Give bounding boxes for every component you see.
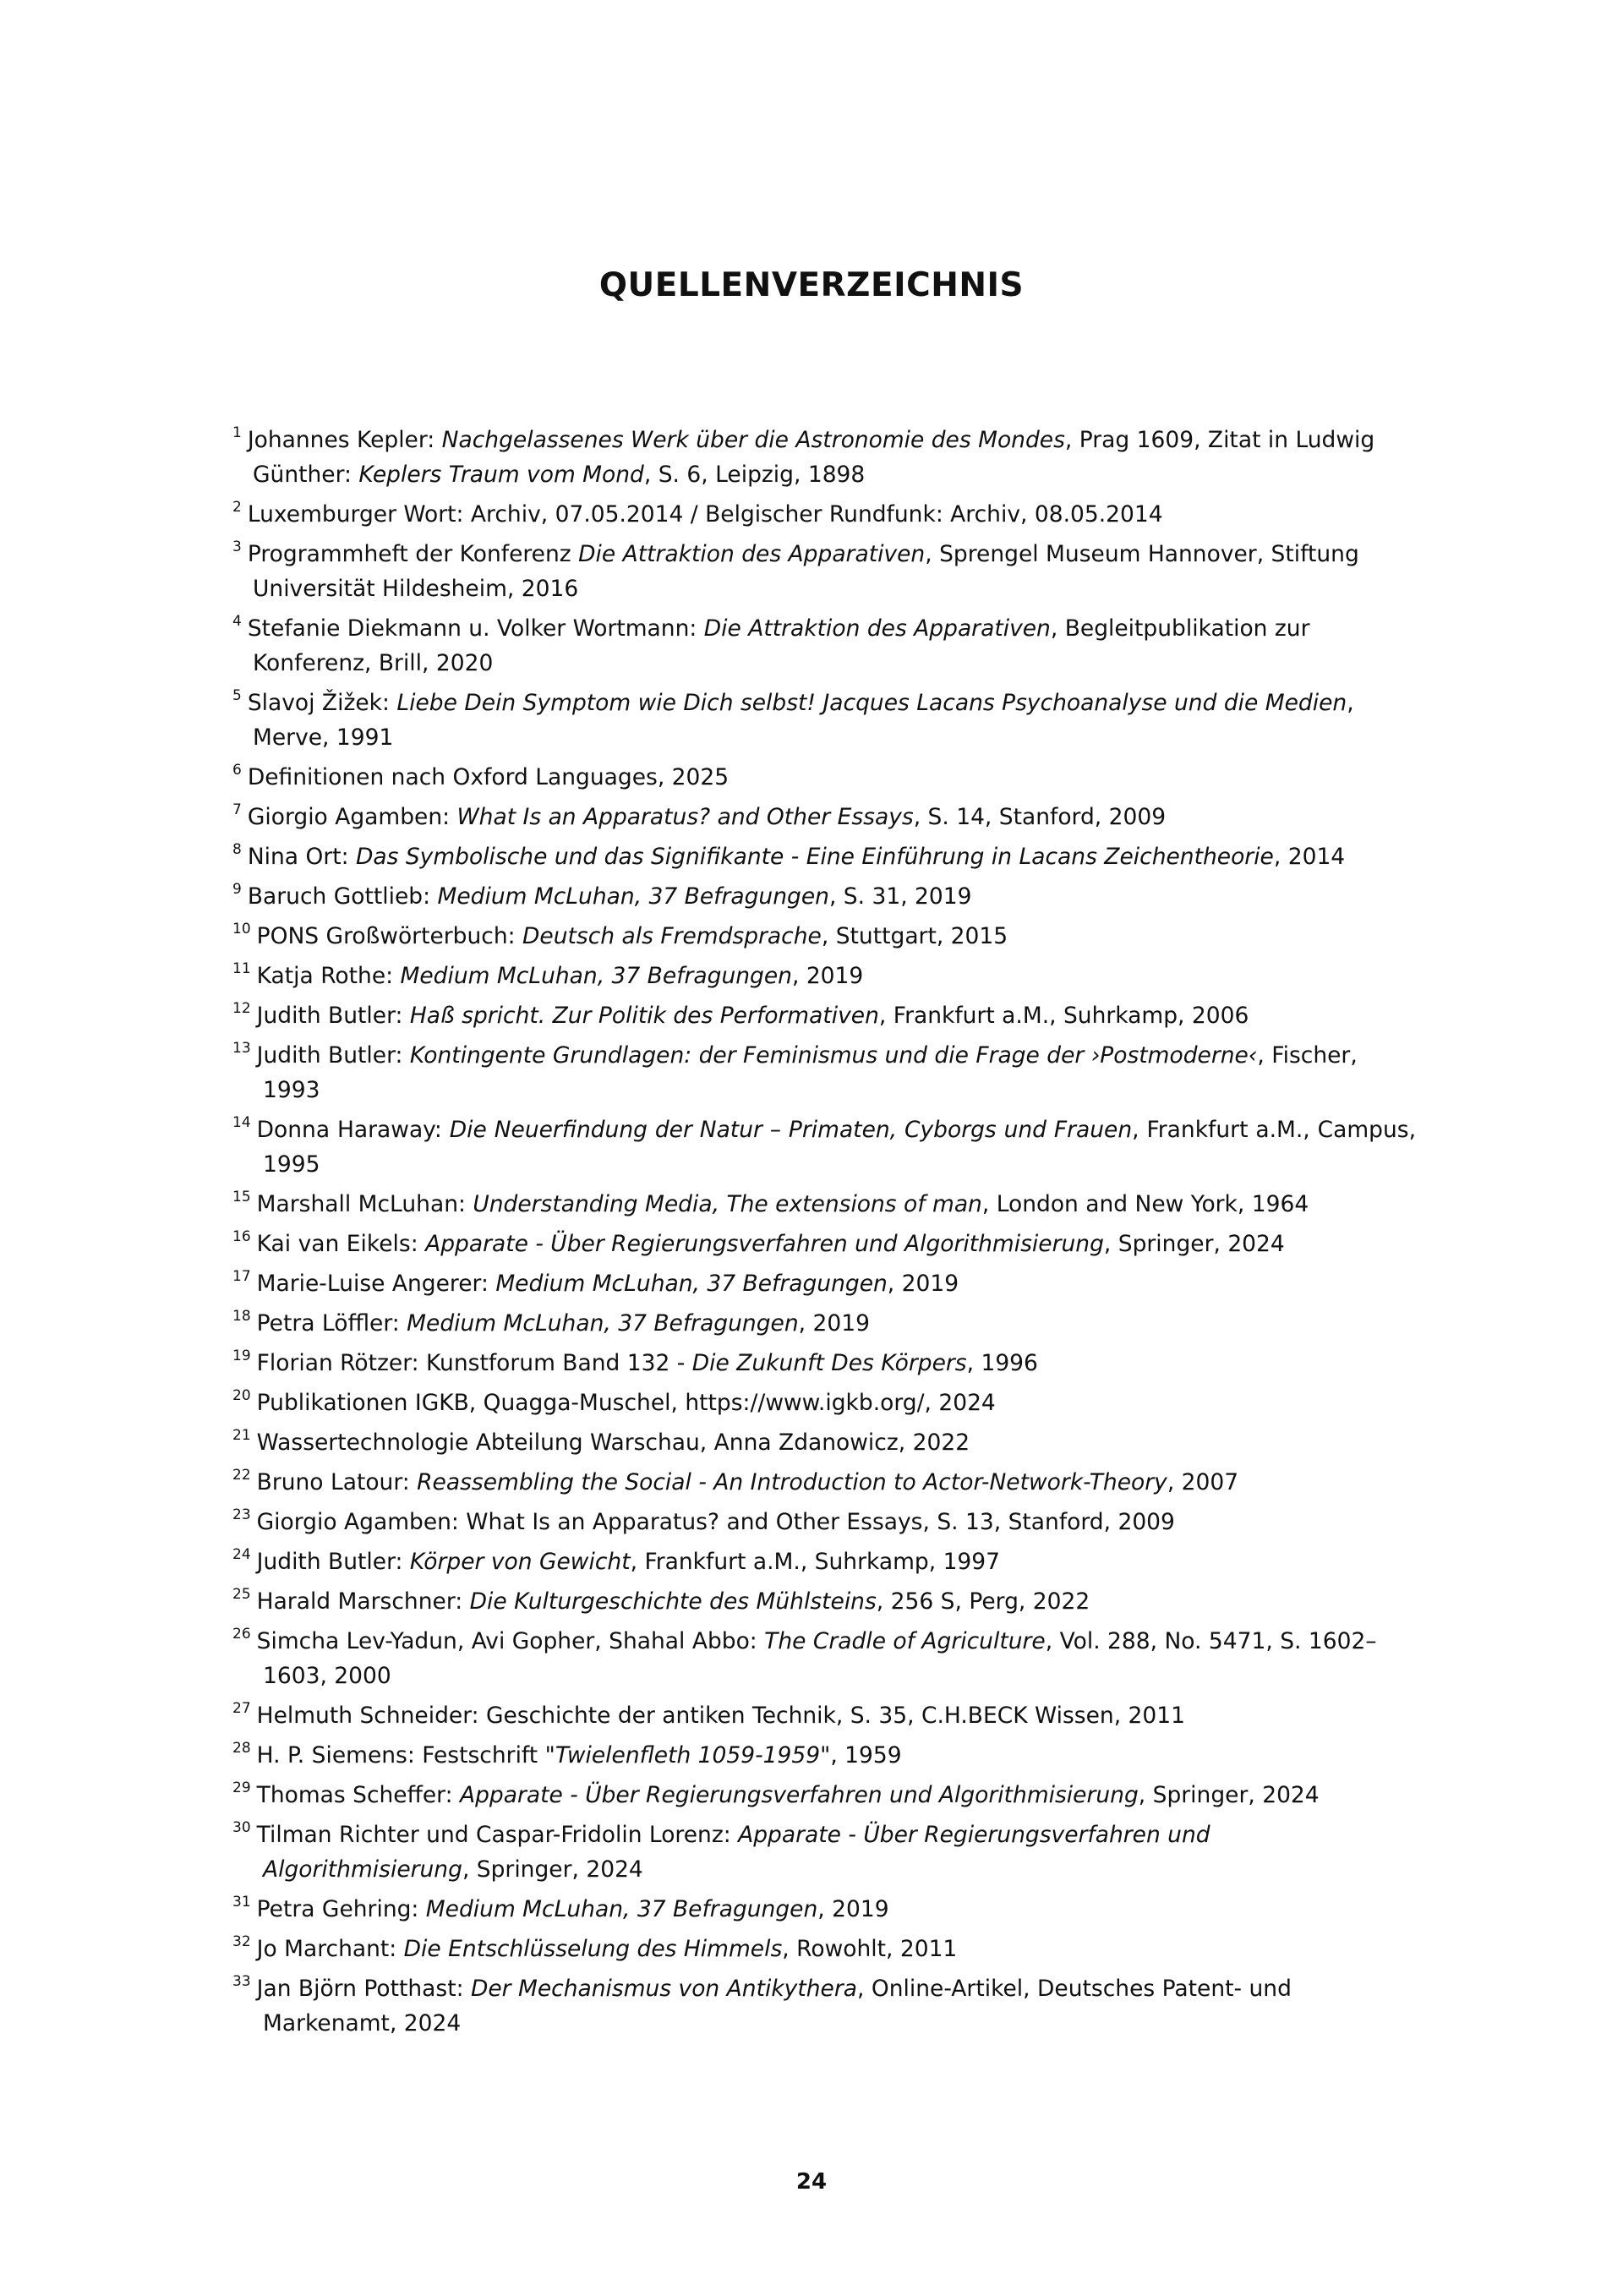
- reference-title-italic: Körper von Gewicht: [409, 1549, 631, 1575]
- reference-text: , Springer, 2024: [1138, 1782, 1320, 1808]
- footnote-number: 27: [232, 1700, 251, 1717]
- reference-text: PONS Großwörterbuch:: [256, 923, 523, 949]
- reference-item: [232, 959, 1416, 993]
- reference-text: Donna Haraway:: [256, 1117, 450, 1143]
- footnote-number: 22: [232, 1467, 251, 1484]
- reference-title-italic: Apparate - Über Regierungsverfahren und Algorithmisierung: [425, 1231, 1104, 1257]
- reference-title-italic: Medium McLuhan, 37 Befragungen: [437, 883, 829, 910]
- reference-title-italic: Die Entschlüsselung des Himmels: [403, 1936, 783, 1962]
- reference-text: Marshall McLuhan:: [256, 1191, 473, 1217]
- footnote-number: 7: [232, 801, 242, 818]
- reference-item: [232, 1306, 1416, 1341]
- reference-text: , Frankfurt a.M., Campus, 1995: [263, 1117, 1416, 1178]
- reference-text: Judith Butler:: [256, 1003, 410, 1029]
- reference-text: Stefanie Diekmann u. Volker Wortmann:: [247, 615, 704, 642]
- reference-text: , Frankfurt a.M., Suhrkamp, 1997: [630, 1549, 1001, 1575]
- reference-item: [232, 1778, 1416, 1812]
- reference-item: [232, 1038, 1416, 1107]
- reference-title-italic: Reassembling the Social - An Introduction to Actor-Network-Theory: [417, 1469, 1167, 1495]
- reference-item: [232, 1544, 1416, 1579]
- footnote-number: 13: [232, 1040, 251, 1057]
- reference-text: Luxemburger Wort: Archiv, 07.05.2014 / Belgischer Rundfunk: Archiv, 08.05.2014: [247, 501, 1163, 528]
- footnote-number: 14: [232, 1114, 251, 1131]
- reference-text: Petra Gehring:: [256, 1896, 426, 1922]
- footnote-number: 19: [232, 1348, 251, 1364]
- reference-text: , Frankfurt a.M., Suhrkamp, 2006: [878, 1003, 1249, 1029]
- reference-item: [232, 423, 1416, 492]
- reference-text: Jo Marchant:: [256, 1936, 404, 1962]
- reference-title-italic: The Cradle of Agriculture: [764, 1628, 1046, 1654]
- reference-title-italic: Die Zukunft Des Körpers: [691, 1350, 967, 1376]
- reference-item: [232, 686, 1416, 755]
- page-number: 24: [795, 2169, 828, 2195]
- reference-text: Helmuth Schneider: Geschichte der antiken Technik, S. 35, C.H.BECK Wissen, 2011: [256, 1703, 1185, 1729]
- reference-text: Simcha Lev-Yadun, Avi Gopher, Shahal Abbo:: [256, 1628, 765, 1654]
- reference-text: Baruch Gottlieb:: [247, 883, 438, 910]
- reference-text: , 256 S, Perg, 2022: [876, 1588, 1090, 1615]
- footnote-number: 29: [232, 1779, 251, 1796]
- reference-text: , Rowohlt, 2011: [782, 1936, 958, 1962]
- reference-title-italic: Medium McLuhan, 37 Befragungen: [407, 1310, 799, 1337]
- reference-text: Nina Ort:: [247, 844, 356, 870]
- reference-item: [232, 1425, 1416, 1460]
- reference-text: Giorgio Agamben: What Is an Apparatus? and Other Essays, S. 13, Stanford, 2009: [256, 1509, 1175, 1535]
- reference-text: H. P. Siemens: Festschrift ": [256, 1742, 555, 1768]
- reference-text: Thomas Scheffer:: [256, 1782, 460, 1808]
- footnote-number: 3: [232, 538, 242, 555]
- reference-text: Johannes Kepler:: [247, 427, 442, 453]
- reference-text: , Stuttgart, 2015: [821, 923, 1008, 949]
- reference-text: , Springer, 2024: [462, 1856, 643, 1883]
- reference-text: , S. 14, Stanford, 2009: [913, 804, 1167, 830]
- reference-text: Judith Butler:: [256, 1042, 410, 1069]
- reference-item: [232, 1892, 1416, 1927]
- reference-text: , Begleitpublikation zur Konferenz, Brill, 2020: [253, 615, 1310, 676]
- footnote-number: 28: [232, 1740, 251, 1757]
- reference-item: [232, 879, 1416, 914]
- page-title: QUELLENVERZEICHNIS: [598, 266, 1025, 304]
- reference-title-italic: Der Mechanismus von Antikythera: [470, 1976, 857, 2002]
- reference-title-italic: Understanding Media, The extensions of man: [473, 1191, 982, 1217]
- reference-title-italic: What Is an Apparatus? and Other Essays: [456, 804, 914, 830]
- footnote-number: 15: [232, 1189, 251, 1205]
- reference-text: , 2019: [798, 1310, 870, 1337]
- reference-item: [232, 1465, 1416, 1500]
- reference-item: [232, 497, 1416, 532]
- footnote-number: 23: [232, 1506, 251, 1523]
- footnote-number: 25: [232, 1586, 251, 1603]
- reference-text: Publikationen IGKB, Quagga-Muschel, https://www.igkb.org/, 2024: [256, 1390, 996, 1416]
- reference-item: [232, 611, 1416, 681]
- reference-title-italic: Deutsch als Fremdsprache: [522, 923, 822, 949]
- footnote-number: 18: [232, 1308, 251, 1325]
- footnote-number: 33: [232, 1973, 251, 1990]
- reference-item: [232, 1505, 1416, 1539]
- reference-text: Marie-Luise Angerer:: [256, 1271, 496, 1297]
- reference-item: [232, 998, 1416, 1033]
- reference-item: [232, 919, 1416, 954]
- footnote-number: 2: [232, 499, 242, 516]
- reference-title-italic: Haß spricht. Zur Politik des Performativen: [409, 1003, 879, 1029]
- reference-item: [232, 1386, 1416, 1420]
- reference-item: [232, 1698, 1416, 1733]
- reference-title-italic: Die Neuerfindung der Natur – Primaten, Cyborgs und Frauen: [449, 1117, 1133, 1143]
- footnote-number: 30: [232, 1819, 251, 1836]
- footnote-number: 1: [232, 424, 242, 441]
- footnote-number: 21: [232, 1427, 251, 1444]
- footnote-number: 11: [232, 960, 251, 977]
- reference-text: , Vol. 288, No. 5471, S. 1602–1603, 2000: [263, 1628, 1377, 1689]
- reference-item: [232, 1346, 1416, 1380]
- reference-text: , 2019: [887, 1271, 959, 1297]
- reference-title-italic: Keplers Traum vom Mond: [358, 462, 644, 488]
- reference-text: Kai van Eikels:: [256, 1231, 426, 1257]
- reference-text: , 2014: [1273, 844, 1346, 870]
- reference-item: [232, 1932, 1416, 1966]
- reference-text: Katja Rothe:: [256, 963, 401, 989]
- reference-text: , Prag 1609, Zitat in Ludwig Günther:: [253, 427, 1375, 488]
- reference-title-italic: Apparate - Über Regierungsverfahren und Algorithmisierung: [459, 1782, 1139, 1808]
- reference-item: [232, 1738, 1416, 1773]
- reference-title-italic: Medium McLuhan, 37 Befragungen: [495, 1271, 888, 1297]
- reference-text: , Fischer, 1993: [263, 1042, 1358, 1103]
- footnote-number: 9: [232, 881, 242, 898]
- reference-title-italic: Medium McLuhan, 37 Befragungen: [425, 1896, 818, 1922]
- footnote-number: 20: [232, 1387, 251, 1404]
- footnote-number: 8: [232, 841, 242, 858]
- reference-text: , Sprengel Museum Hannover, Stiftung Universität Hildesheim, 2016: [253, 541, 1359, 602]
- reference-text: Bruno Latour:: [256, 1469, 418, 1495]
- reference-item: [232, 1227, 1416, 1261]
- footnote-number: 31: [232, 1894, 251, 1911]
- reference-title-italic: Twielenfleth 1059-1959: [555, 1742, 821, 1768]
- footnote-number: 5: [232, 687, 242, 704]
- reference-list: [232, 423, 1416, 2046]
- reference-title-italic: Die Attraktion des Apparativen: [578, 541, 926, 567]
- reference-text: , 2019: [791, 963, 864, 989]
- reference-text: Slavoj Žižek:: [247, 690, 397, 716]
- reference-text: , Springer, 2024: [1103, 1231, 1285, 1257]
- footnote-number: 17: [232, 1268, 251, 1285]
- reference-text: , Merve, 1991: [253, 690, 1354, 751]
- reference-item: [232, 1266, 1416, 1301]
- reference-text: Judith Butler:: [256, 1549, 410, 1575]
- reference-text: Petra Löffler:: [256, 1310, 407, 1337]
- footnote-number: 6: [232, 762, 242, 779]
- reference-text: , S. 31, 2019: [828, 883, 972, 910]
- reference-item: [232, 1187, 1416, 1222]
- reference-title-italic: Apparate - Über Regierungsverfahren und Algorithmisierung: [263, 1822, 1210, 1883]
- reference-title-italic: Liebe Dein Symptom wie Dich selbst! Jacques Lacans Psychoanalyse und die Medien: [396, 690, 1347, 716]
- footnote-number: 32: [232, 1933, 251, 1950]
- reference-text: Definitionen nach Oxford Languages, 2025: [247, 764, 730, 790]
- reference-item: [232, 800, 1416, 834]
- reference-item: [232, 1818, 1416, 1887]
- reference-text: Florian Rötzer: Kunstforum Band 132 -: [256, 1350, 692, 1376]
- reference-item: [232, 760, 1416, 795]
- footnote-number: 16: [232, 1228, 251, 1245]
- reference-item: [232, 839, 1416, 874]
- reference-text: , Online-Artikel, Deutsches Patent- und Markenamt, 2024: [263, 1976, 1292, 2036]
- reference-text: , 2007: [1167, 1469, 1239, 1495]
- reference-item: [232, 1971, 1416, 2041]
- footnote-number: 24: [232, 1546, 251, 1563]
- reference-text: Programmheft der Konferenz: [247, 541, 579, 567]
- reference-item: [232, 537, 1416, 606]
- reference-title-italic: Die Kulturgeschichte des Mühlsteins: [469, 1588, 877, 1615]
- reference-text: , S. 6, Leipzig, 1898: [643, 462, 866, 488]
- reference-title-italic: Nachgelassenes Werk über die Astronomie des Mondes: [441, 427, 1065, 453]
- reference-title-italic: Medium McLuhan, 37 Befragungen: [400, 963, 792, 989]
- reference-text: , London and New York, 1964: [981, 1191, 1309, 1217]
- reference-title-italic: Das Symbolische und das Signifikante - Eine Einführung in Lacans Zeichentheorie: [355, 844, 1274, 870]
- reference-item: [232, 1112, 1416, 1182]
- reference-text: , 2019: [817, 1896, 889, 1922]
- reference-text: Giorgio Agamben:: [247, 804, 457, 830]
- reference-title-italic: Die Attraktion des Apparativen: [703, 615, 1051, 642]
- reference-text: Wassertechnologie Abteilung Warschau, Anna Zdanowicz, 2022: [256, 1430, 970, 1456]
- reference-item: [232, 1624, 1416, 1693]
- footnote-number: 12: [232, 1000, 251, 1017]
- footnote-number: 26: [232, 1626, 251, 1643]
- footnote-number: 4: [232, 613, 242, 630]
- reference-text: Tilman Richter und Caspar-Fridolin Lorenz:: [256, 1822, 739, 1848]
- reference-text: Jan Björn Potthast:: [256, 1976, 471, 2002]
- reference-text: , 1996: [966, 1350, 1038, 1376]
- reference-text: Harald Marschner:: [256, 1588, 470, 1615]
- reference-text: ", 1959: [820, 1742, 902, 1768]
- footnote-number: 10: [232, 921, 251, 938]
- reference-item: [232, 1584, 1416, 1619]
- reference-title-italic: Kontingente Grundlagen: der Feminismus und die Frage der ›Postmoderne‹: [409, 1042, 1258, 1069]
